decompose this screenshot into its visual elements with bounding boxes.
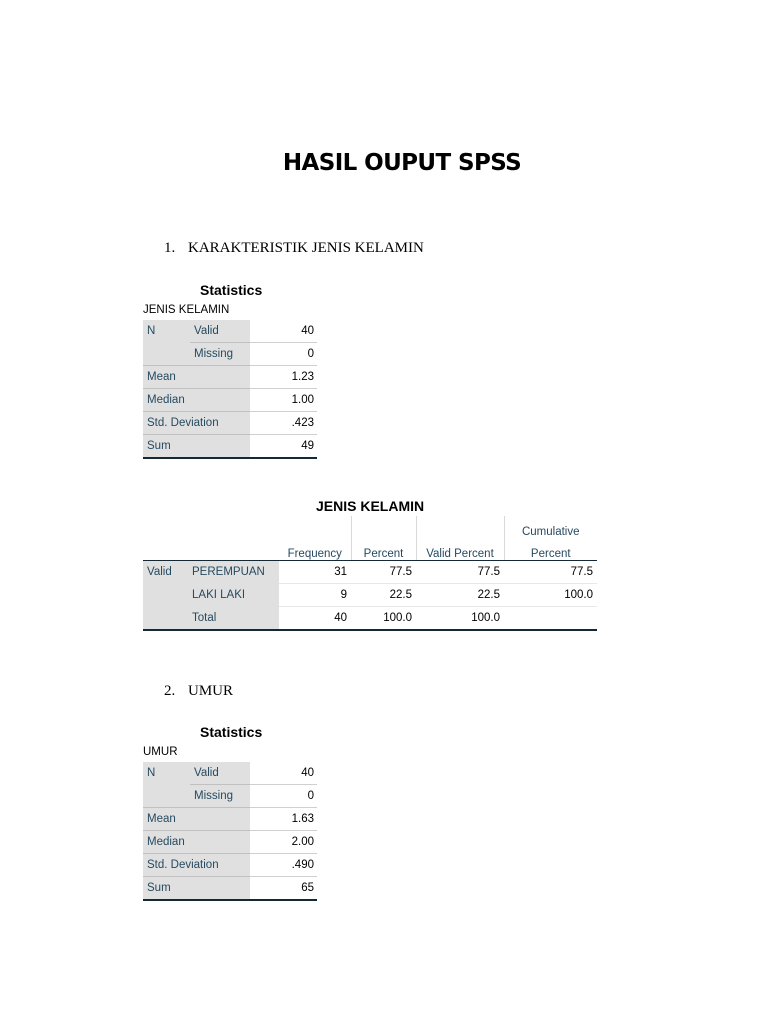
row-label-sum: Sum [143, 435, 250, 459]
cell-missing: 0 [250, 343, 317, 366]
cell-valid: 40 [250, 762, 317, 785]
cell-valid-percent: 22.5 [416, 584, 504, 607]
statistics-variable-label: UMUR [143, 746, 178, 758]
row-label-valid: Valid [190, 320, 250, 343]
row-label-n-cont [143, 343, 190, 366]
header-cumulative-top: Cumulative [504, 516, 597, 538]
cell-median: 1.00 [250, 389, 317, 412]
statistics-title: Statistics [200, 724, 263, 740]
cell-std: .423 [250, 412, 317, 435]
table-row [143, 561, 597, 584]
cell-percent: 77.5 [351, 561, 416, 584]
section-heading-1 [164, 240, 424, 257]
statistics-title: Statistics [200, 282, 263, 298]
row-label-mean: Mean [143, 366, 250, 389]
cell-frequency: 31 [279, 561, 351, 584]
header-frequency: Frequency [279, 538, 351, 561]
cell-sum: 65 [250, 877, 317, 901]
cell-cumulative: 100.0 [504, 584, 597, 607]
statistics-table-jenis-kelamin [143, 320, 317, 459]
row-label-median: Median [143, 389, 250, 412]
row-label: LAKI LAKI [188, 584, 279, 607]
cell-frequency: 40 [279, 607, 351, 631]
frequency-title: JENIS KELAMIN [316, 498, 425, 514]
row-label-std: Std. Deviation [143, 854, 250, 877]
table-row [143, 584, 597, 607]
cell-median: 2.00 [250, 831, 317, 854]
row-label-sum: Sum [143, 877, 250, 901]
page-title: HASIL OUPUT SPSS [282, 150, 522, 176]
row-label-n-cont [143, 785, 190, 808]
row-label-mean: Mean [143, 808, 250, 831]
statistics-table-umur [143, 762, 317, 901]
row-label: Total [188, 607, 279, 631]
row-label-std: Std. Deviation [143, 412, 250, 435]
statistics-variable-label: JENIS KELAMIN [143, 304, 230, 316]
cell-missing: 0 [250, 785, 317, 808]
section-title: KARAKTERISTIK JENIS KELAMIN [188, 240, 424, 256]
table-row [143, 607, 597, 631]
row-label: PEREMPUAN [188, 561, 279, 584]
row-label-missing: Missing [190, 785, 250, 808]
row-group-label: Valid [143, 561, 188, 584]
row-label-valid: Valid [190, 762, 250, 785]
cell-frequency: 9 [279, 584, 351, 607]
cell-cumulative: 77.5 [504, 561, 597, 584]
header-valid-percent: Valid Percent [416, 538, 504, 561]
section-heading-2 [164, 683, 233, 700]
cell-percent: 100.0 [351, 607, 416, 631]
row-label-n: N [143, 320, 190, 343]
row-label-n: N [143, 762, 190, 785]
cell-sum: 49 [250, 435, 317, 459]
cell-cumulative [504, 607, 597, 631]
cell-valid-percent: 77.5 [416, 561, 504, 584]
row-label-median: Median [143, 831, 250, 854]
cell-valid: 40 [250, 320, 317, 343]
cell-std: .490 [250, 854, 317, 877]
section-number: 1. [164, 240, 176, 256]
cell-percent: 22.5 [351, 584, 416, 607]
section-number: 2. [164, 683, 176, 699]
cell-mean: 1.23 [250, 366, 317, 389]
cell-mean: 1.63 [250, 808, 317, 831]
cell-valid-percent: 100.0 [416, 607, 504, 631]
row-label-missing: Missing [190, 343, 250, 366]
frequency-table-jenis-kelamin [143, 516, 597, 631]
header-percent: Percent [351, 538, 416, 561]
header-cumulative-bottom: Percent [504, 538, 597, 561]
section-title: UMUR [188, 683, 234, 699]
